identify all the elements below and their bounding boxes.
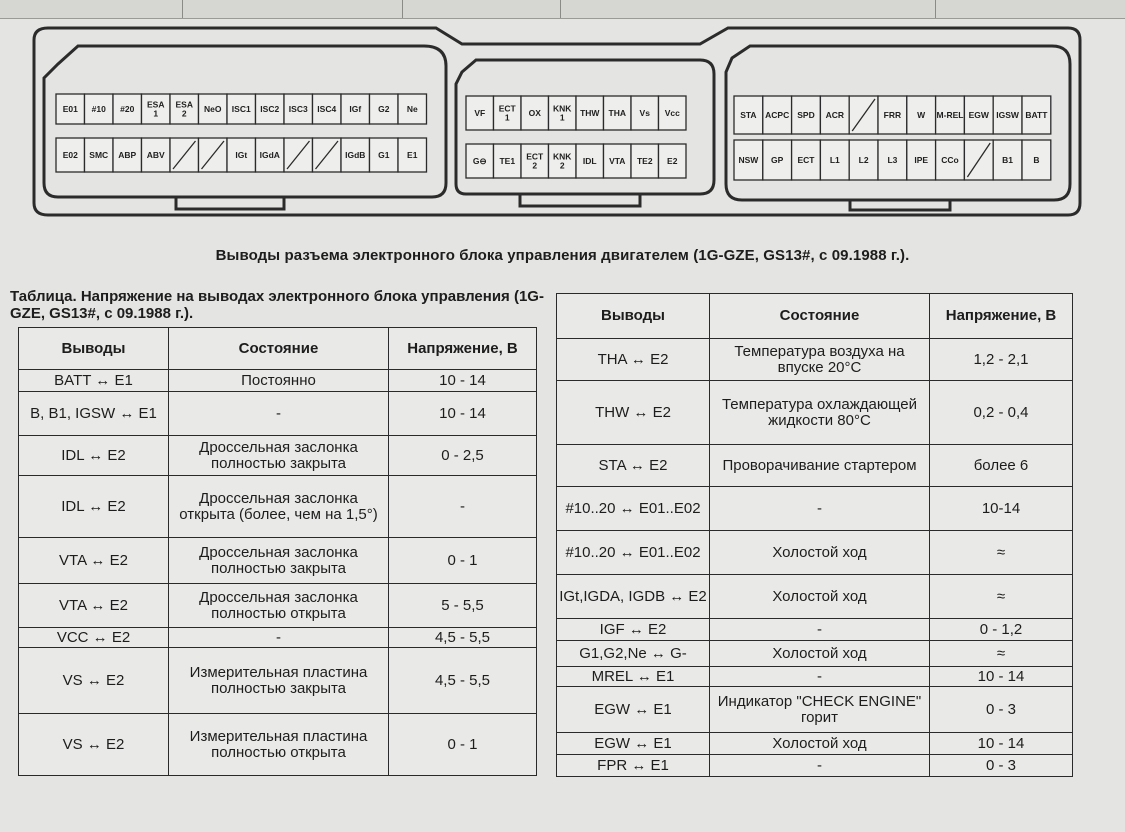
cell-terminals: #10..20 ↔ E01..E02 (557, 531, 710, 575)
cell-voltage: 0 - 3 (930, 687, 1073, 733)
table-row (557, 687, 1073, 733)
cell-voltage: 10 - 14 (930, 667, 1073, 687)
pin-label: E1 (407, 150, 418, 160)
pin-label: ACR (825, 110, 845, 120)
table-row (19, 436, 537, 476)
table-row (19, 584, 537, 628)
header-terminals: Выводы (19, 328, 169, 370)
pin-label: IPE (914, 155, 929, 165)
pin-label: NeO (204, 104, 222, 114)
pin-label: L2 (858, 155, 869, 165)
table-row (19, 714, 537, 776)
header-condition: Состояние (169, 328, 389, 370)
cell-condition: - (169, 392, 389, 436)
pin-label: ECT (498, 103, 516, 114)
pin-label: IGf (349, 104, 362, 114)
cell-voltage: 10-14 (930, 487, 1073, 531)
pin-label: 2 (559, 160, 565, 171)
cell-terminals: VTA ↔ E2 (19, 584, 169, 628)
cell-voltage: ≈ (930, 575, 1073, 619)
pin-label: E02 (62, 150, 78, 160)
table-row (19, 628, 537, 648)
cell-condition: Проворачивание стартером (710, 445, 930, 487)
pin-label: TE2 (636, 156, 653, 166)
cell-terminals: THA ↔ E2 (557, 339, 710, 381)
cell-voltage: более 6 (930, 445, 1073, 487)
table-row (19, 538, 537, 584)
cell-terminals: VS ↔ E2 (19, 648, 169, 714)
cell-voltage: 0 - 2,5 (389, 436, 537, 476)
cell-terminals: IDL ↔ E2 (19, 476, 169, 538)
pin-label: ESA (147, 99, 165, 110)
cell-terminals: VTA ↔ E2 (19, 538, 169, 584)
voltage-table-right (556, 293, 1073, 777)
pin-label: CCo (941, 155, 959, 165)
pin-label: SMC (89, 150, 109, 160)
pin-label: M-REL (936, 110, 964, 120)
voltage-table-left (18, 327, 537, 776)
pin-label: IGSW (996, 110, 1019, 120)
pin-label: 1 (153, 108, 159, 119)
cell-terminals: IGt,IGDA, IGDB ↔ E2 (557, 575, 710, 619)
cell-terminals: VS ↔ E2 (19, 714, 169, 776)
table-row (19, 648, 537, 714)
cell-voltage: ≈ (930, 531, 1073, 575)
pin-label: ABV (146, 150, 165, 160)
table-row (557, 667, 1073, 687)
cell-terminals: FPR ↔ E1 (557, 755, 710, 777)
cell-terminals: G1,G2,Ne ↔ G- (557, 641, 710, 667)
pin-label: ISC1 (231, 104, 251, 114)
cell-terminals: IGF ↔ E2 (557, 619, 710, 641)
table-row (557, 733, 1073, 755)
pin-label: E01 (62, 104, 78, 114)
pin-label: EGW (968, 110, 989, 120)
table-row (19, 476, 537, 538)
cell-voltage: 4,5 - 5,5 (389, 648, 537, 714)
cell-condition: Холостой ход (710, 575, 930, 619)
cell-terminals: MREL ↔ E1 (557, 667, 710, 687)
pin-label: ECT (526, 151, 544, 162)
cell-condition: Холостой ход (710, 733, 930, 755)
pin-label: NSW (738, 155, 759, 165)
pin-label: IDL (582, 156, 597, 166)
table-row (557, 381, 1073, 445)
pin-label: GP (771, 155, 784, 165)
pin-label: ISC4 (317, 104, 337, 114)
cell-voltage: 10 - 14 (389, 392, 537, 436)
pin-label: 1 (504, 112, 510, 123)
cell-voltage: 0,2 - 0,4 (930, 381, 1073, 445)
pin-label: KNK (553, 103, 572, 114)
cell-condition: - (710, 487, 930, 531)
pin-label: ABP (118, 150, 137, 160)
table-row (557, 339, 1073, 381)
pin-label: #10 (91, 104, 106, 114)
pin-label: B (1033, 155, 1040, 165)
header-voltage: Напряжение, В (389, 328, 537, 370)
table-row (557, 619, 1073, 641)
header-voltage: Напряжение, В (930, 294, 1073, 339)
pin-label: VTA (609, 156, 626, 166)
cell-voltage: 0 - 3 (930, 755, 1073, 777)
cell-voltage: 10 - 14 (930, 733, 1073, 755)
pin-label: ESA (175, 99, 193, 110)
table-row (19, 392, 537, 436)
pin-label: BATT (1025, 110, 1048, 120)
cell-terminals: STA ↔ E2 (557, 445, 710, 487)
pin-label: 2 (181, 108, 187, 119)
pin-label: OX (528, 108, 541, 118)
pin-label: VF (474, 108, 486, 118)
cell-condition: - (710, 667, 930, 687)
cell-voltage: ≈ (930, 641, 1073, 667)
pin-label: 2 (532, 160, 538, 171)
pin-label: 1 (559, 112, 565, 123)
ecu-connector-diagram (0, 0, 1125, 240)
cell-terminals: THW ↔ E2 (557, 381, 710, 445)
table-row (557, 531, 1073, 575)
pin-label: Ne (406, 104, 418, 114)
cell-terminals: EGW ↔ E1 (557, 733, 710, 755)
table-header-row (19, 328, 537, 370)
table-row (557, 487, 1073, 531)
pin-label: G1 (378, 150, 390, 160)
cell-terminals: #10..20 ↔ E01..E02 (557, 487, 710, 531)
cell-condition: Температура охлаждающей жидкости 80°C (710, 381, 930, 445)
cell-condition: Дроссельная заслонка полностью закрыта (169, 436, 389, 476)
pin-label: SPD (797, 110, 815, 120)
table-row (557, 641, 1073, 667)
cell-condition: Холостой ход (710, 531, 930, 575)
table-caption: Таблица. Напряжение на выводах электронного блока управления (1G-GZE, GS13#, с 09.1988 г.). (10, 288, 544, 322)
pin-label: KNK (553, 151, 572, 162)
pin-label: ECT (797, 155, 815, 165)
pin-label: Vcc (664, 108, 680, 118)
pin-label: Vs (639, 108, 650, 118)
cell-condition: Дроссельная заслонка полностью закрыта (169, 538, 389, 584)
cell-voltage: 0 - 1 (389, 714, 537, 776)
cell-voltage: 0 - 1,2 (930, 619, 1073, 641)
table-row (19, 370, 537, 392)
cell-condition: Холостой ход (710, 641, 930, 667)
header-condition: Состояние (710, 294, 930, 339)
cell-voltage: 4,5 - 5,5 (389, 628, 537, 648)
pin-label: IGdA (259, 150, 280, 160)
cell-voltage: 5 - 5,5 (389, 584, 537, 628)
cell-condition: Температура воздуха на впуске 20°C (710, 339, 930, 381)
pin-label: L3 (887, 155, 898, 165)
pin-label: W (917, 110, 926, 120)
cell-condition: Дроссельная заслонка полностью открыта (169, 584, 389, 628)
table-header-row (557, 294, 1073, 339)
pin-label: G2 (378, 104, 390, 114)
figure-caption: Выводы разъема электронного блока управления двигателем (1G-GZE, GS13#, с 09.1988 г.). (215, 247, 910, 264)
pin-label: THW (580, 108, 600, 118)
pin-label: ISC3 (288, 104, 308, 114)
pin-label: IGt (235, 150, 248, 160)
cell-voltage: 10 - 14 (389, 370, 537, 392)
pin-label: ACPC (765, 110, 790, 120)
cell-voltage: 1,2 - 2,1 (930, 339, 1073, 381)
cell-terminals: BATT ↔ E1 (19, 370, 169, 392)
cell-condition: - (710, 619, 930, 641)
cell-terminals: IDL ↔ E2 (19, 436, 169, 476)
pin-label: STA (740, 110, 757, 120)
pin-label: L1 (829, 155, 840, 165)
pin-label: G⊖ (472, 156, 487, 166)
cell-terminals: B, B1, IGSW ↔ E1 (19, 392, 169, 436)
header-terminals: Выводы (557, 294, 710, 339)
pin-label: E2 (667, 156, 678, 166)
cell-voltage: - (389, 476, 537, 538)
cell-terminals: EGW ↔ E1 (557, 687, 710, 733)
cell-condition: Дроссельная заслонка открыта (более, чем на 1,5°) (169, 476, 389, 538)
pin-label: B1 (1002, 155, 1014, 165)
pin-label: IGdB (345, 150, 366, 160)
pin-label: TE1 (499, 156, 516, 166)
cell-condition: - (710, 755, 930, 777)
cell-terminals: VCC ↔ E2 (19, 628, 169, 648)
cell-voltage: 0 - 1 (389, 538, 537, 584)
table-row (557, 445, 1073, 487)
pin-label: THA (608, 108, 626, 118)
cell-condition: Постоянно (169, 370, 389, 392)
pin-label: ISC2 (260, 104, 280, 114)
cell-condition: Измерительная пластина полностью закрыта (169, 648, 389, 714)
cell-condition: Индикатор "CHECK ENGINE" горит (710, 687, 930, 733)
cell-condition: - (169, 628, 389, 648)
pin-label: FRR (883, 110, 902, 120)
pin-label: #20 (120, 104, 135, 114)
table-row (557, 755, 1073, 777)
cell-condition: Измерительная пластина полностью открыта (169, 714, 389, 776)
table-row (557, 575, 1073, 619)
